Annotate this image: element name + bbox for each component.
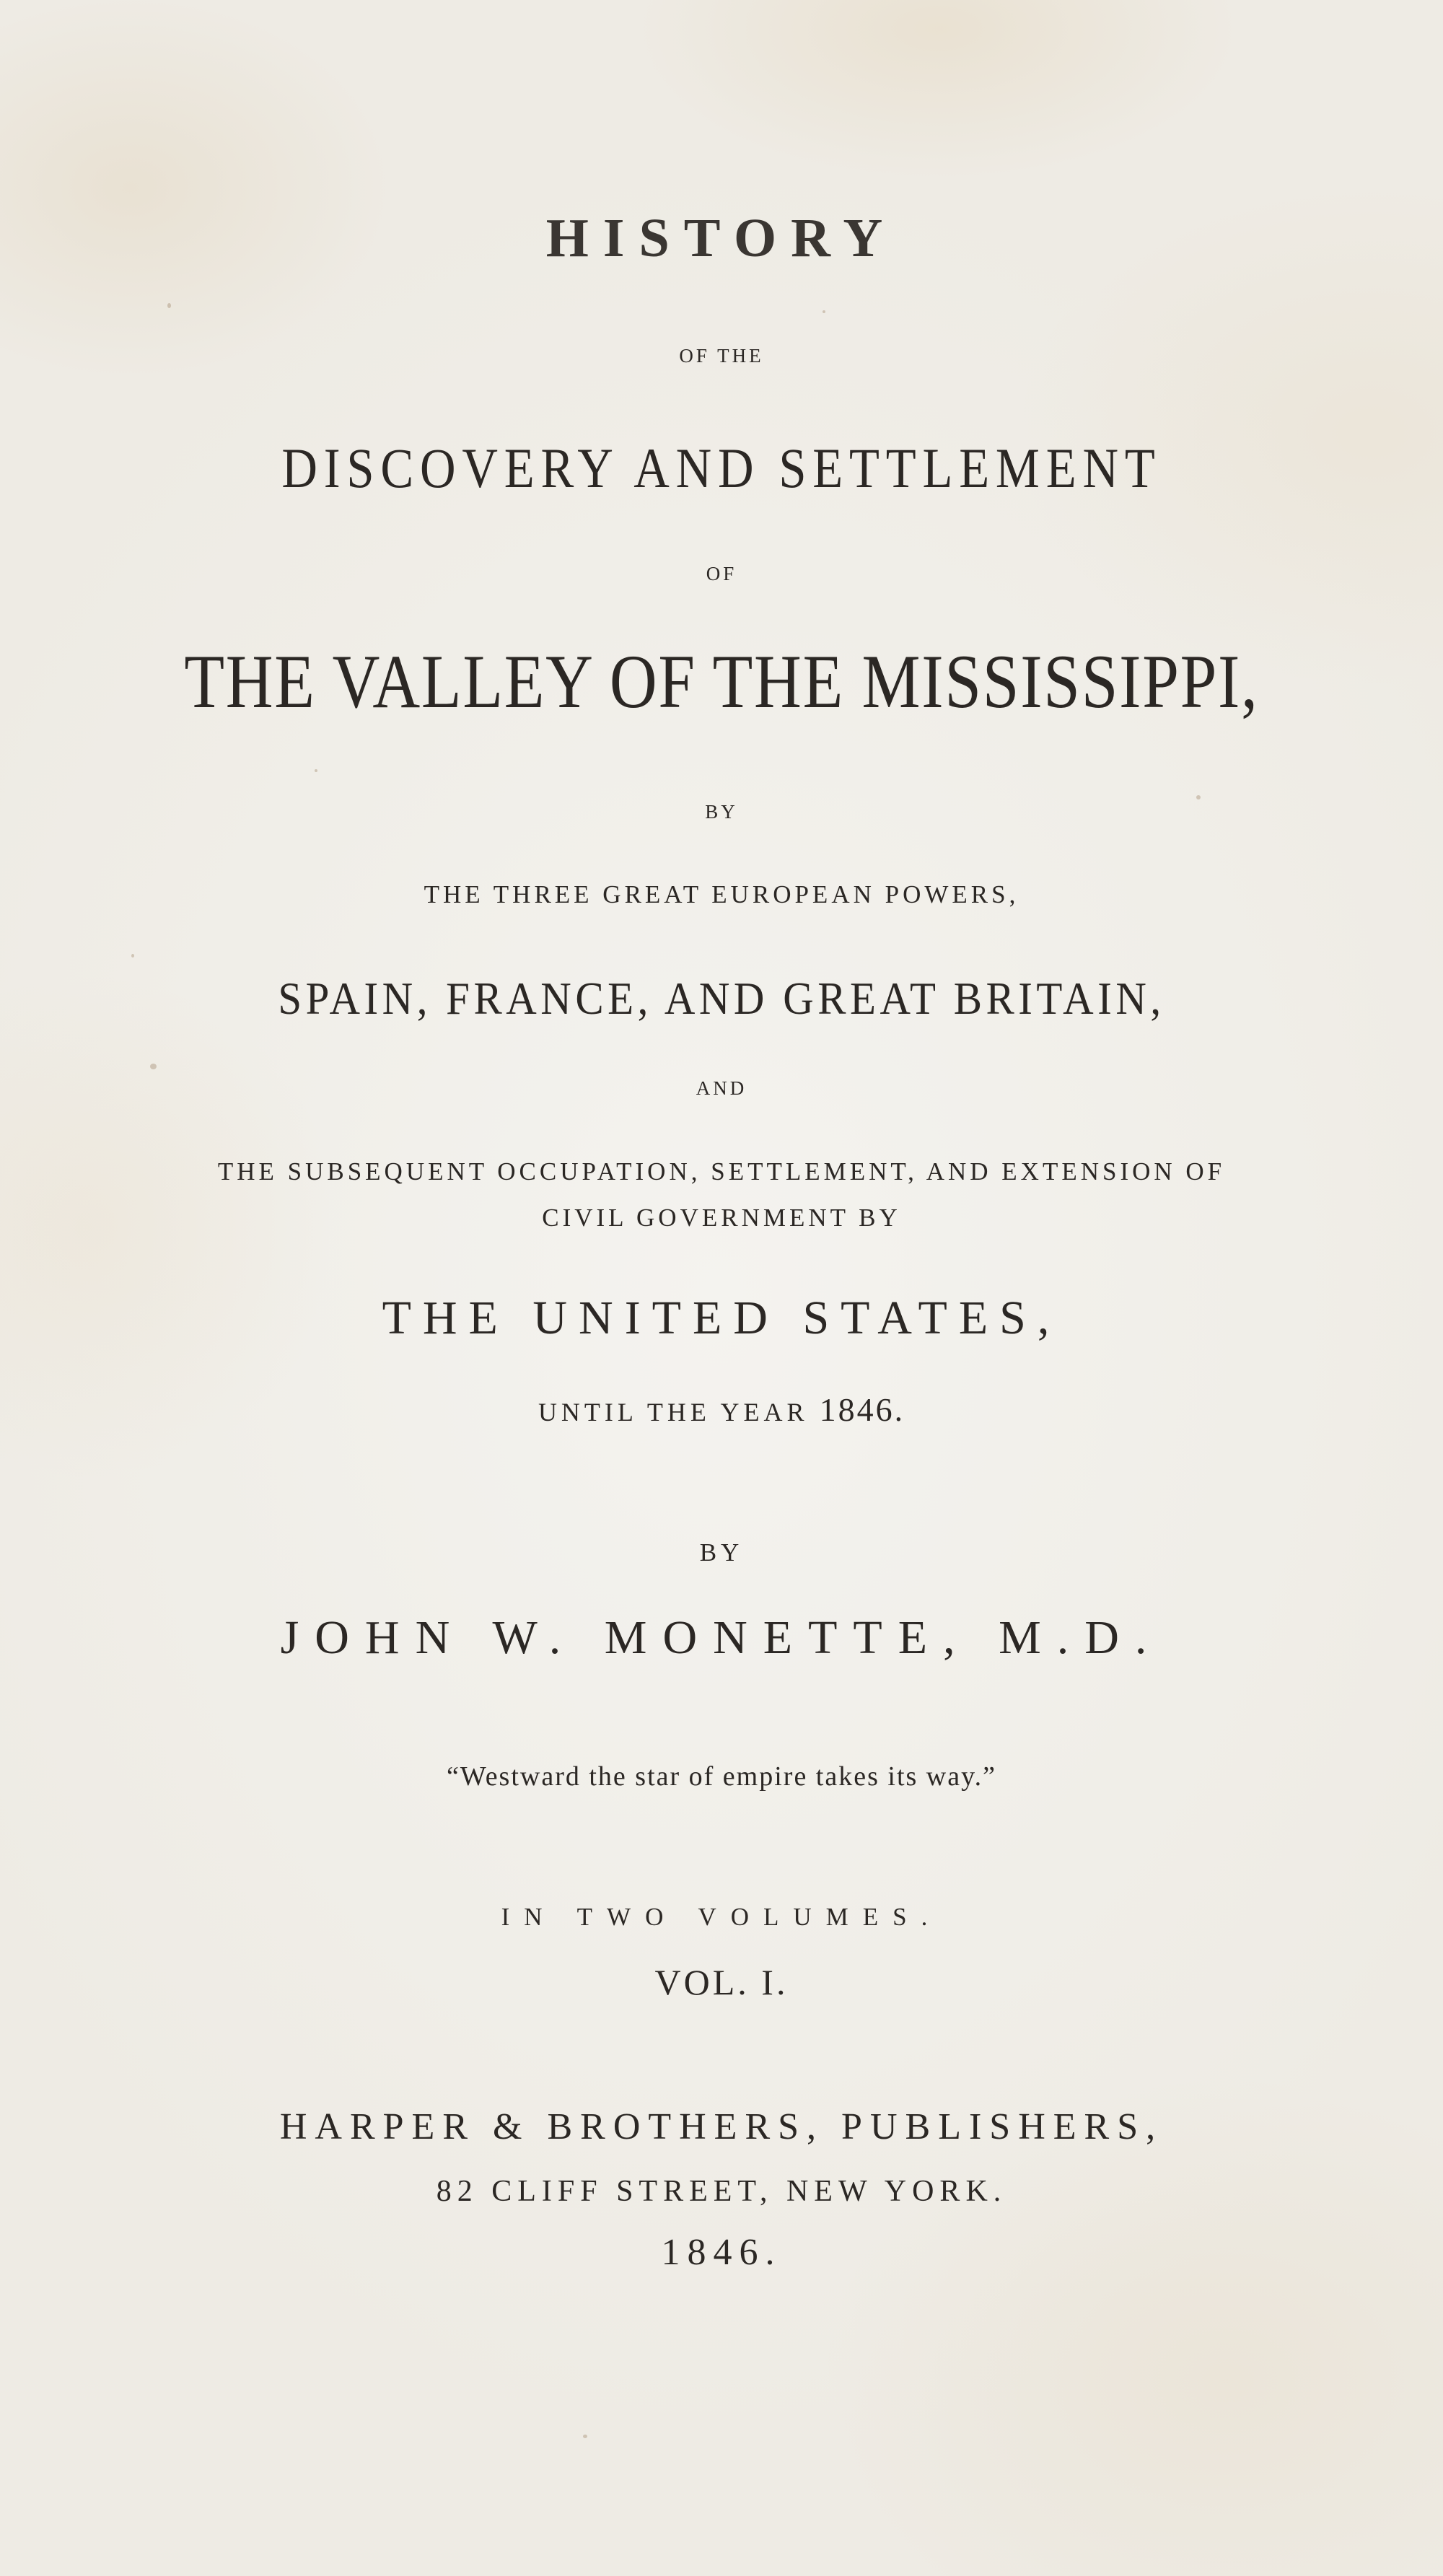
- volumes-note: IN TWO VOLUMES.: [501, 1903, 942, 1931]
- until-text: UNTIL THE YEAR: [538, 1398, 809, 1427]
- subtitle-civil: CIVIL GOVERNMENT BY: [542, 1204, 901, 1232]
- heading-discovery: DISCOVERY AND SETTLEMENT: [281, 437, 1162, 499]
- subtitle-united-states: THE UNITED STATES,: [382, 1292, 1061, 1344]
- volume-number: VOL. I.: [654, 1962, 789, 2002]
- until-year: 1846.: [819, 1391, 905, 1428]
- publisher-address: 82 CLIFF STREET, NEW YORK.: [436, 2175, 1007, 2208]
- connector-of: OF: [706, 563, 737, 584]
- connector-and: AND: [696, 1077, 747, 1099]
- foxing-spot: [315, 769, 317, 772]
- publisher-name: HARPER & BROTHERS, PUBLISHERS,: [279, 2106, 1164, 2147]
- foxing-spot: [1196, 795, 1201, 799]
- subtitle-nations: SPAIN, FRANCE, AND GREAT BRITAIN,: [278, 973, 1165, 1024]
- foxing-spot: [150, 1064, 157, 1069]
- foxing-spot: [583, 2435, 587, 2438]
- foxing-spot: [167, 303, 171, 308]
- connector-of-the: OF THE: [679, 345, 764, 367]
- subtitle-three-powers: THE THREE GREAT EUROPEAN POWERS,: [424, 880, 1019, 908]
- publication-year: 1846.: [661, 2232, 782, 2273]
- foxing-spot: [131, 954, 134, 958]
- heading-valley: THE VALLEY OF THE MISSISSIPPI,: [184, 639, 1259, 724]
- connector-by: BY: [705, 801, 738, 823]
- subtitle-until: [0, 1393, 1443, 1427]
- heading-history: HISTORY: [545, 208, 898, 268]
- byline-by: BY: [699, 1538, 744, 1567]
- epigraph: “Westward the star of empire takes its way.”: [447, 1761, 996, 1792]
- author-name: JOHN W. MONETTE, M.D.: [280, 1611, 1163, 1664]
- subtitle-subsequent: THE SUBSEQUENT OCCUPATION, SETTLEMENT, AND EXTENSION OF: [217, 1157, 1226, 1186]
- foxing-spot: [823, 310, 825, 313]
